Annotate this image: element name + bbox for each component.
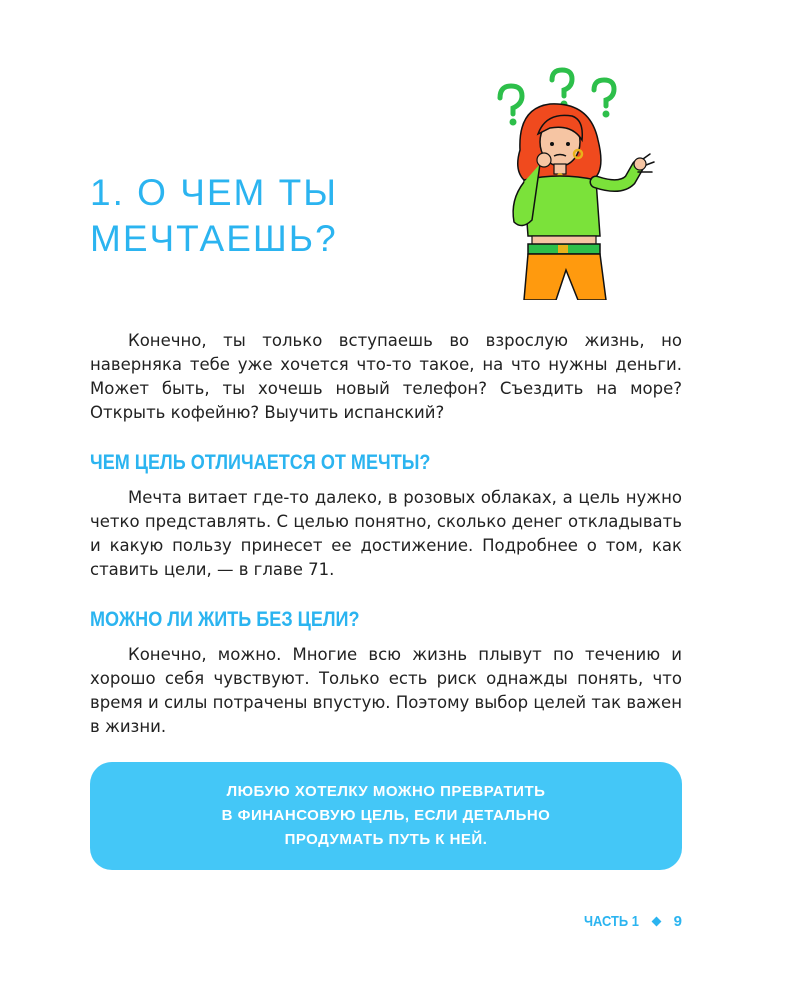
section-heading-2: МОЖНО ЛИ ЖИТЬ БЕЗ ЦЕЛИ? bbox=[90, 608, 360, 631]
section-text-1: Мечта витает где-то далеко, в розовых облаках, а цель нужно четко представлять. С целью понятно, сколько денег откладывать и какую пользу принесет ее достижение. Подробнее о том, как ставить цели, — в главе 71. bbox=[90, 488, 682, 579]
page-number: 9 bbox=[673, 913, 682, 930]
intro-paragraph: Конечно, ты только вступаешь во взрослую жизнь, но наверняка тебе уже хочется что-то такое, на что нужны деньги. Может быть, ты хочешь новый телефон? Съездить на море? Открыть кофейню? Выучить испанский? bbox=[90, 331, 682, 422]
callout-line-3: ПРОДУМАТЬ ПУТЬ К НЕЙ. bbox=[284, 831, 488, 848]
part-label: ЧАСТЬ 1 bbox=[583, 913, 639, 930]
section-heading-1: ЧЕМ ЦЕЛЬ ОТЛИЧАЕТСЯ ОТ МЕЧТЫ? bbox=[90, 451, 431, 474]
chapter-title bbox=[90, 170, 338, 262]
section-text-2: Конечно, можно. Многие всю жизнь плывут по течению и хорошо себя чувствуют. Только есть риск однажды понять, что время и силы потрачены впустую. Поэтому выбор целей так важен в жизни. bbox=[90, 645, 682, 736]
chapter-title-line-2: МЕЧТАЕШЬ? bbox=[90, 218, 338, 259]
chapter-title-line-1: 1. О ЧЕМ ТЫ bbox=[90, 172, 338, 213]
thinking-girl-illustration bbox=[480, 60, 680, 300]
callout-box bbox=[90, 762, 682, 870]
callout-line-2: В ФИНАНСОВУЮ ЦЕЛЬ, ЕСЛИ ДЕТАЛЬНО bbox=[221, 807, 551, 824]
callout-text bbox=[176, 780, 596, 852]
page-footer bbox=[575, 913, 682, 930]
callout-line-1: ЛЮБУЮ ХОТЕЛКУ МОЖНО ПРЕВРАТИТЬ bbox=[226, 783, 546, 800]
diamond-separator-icon bbox=[651, 917, 661, 927]
